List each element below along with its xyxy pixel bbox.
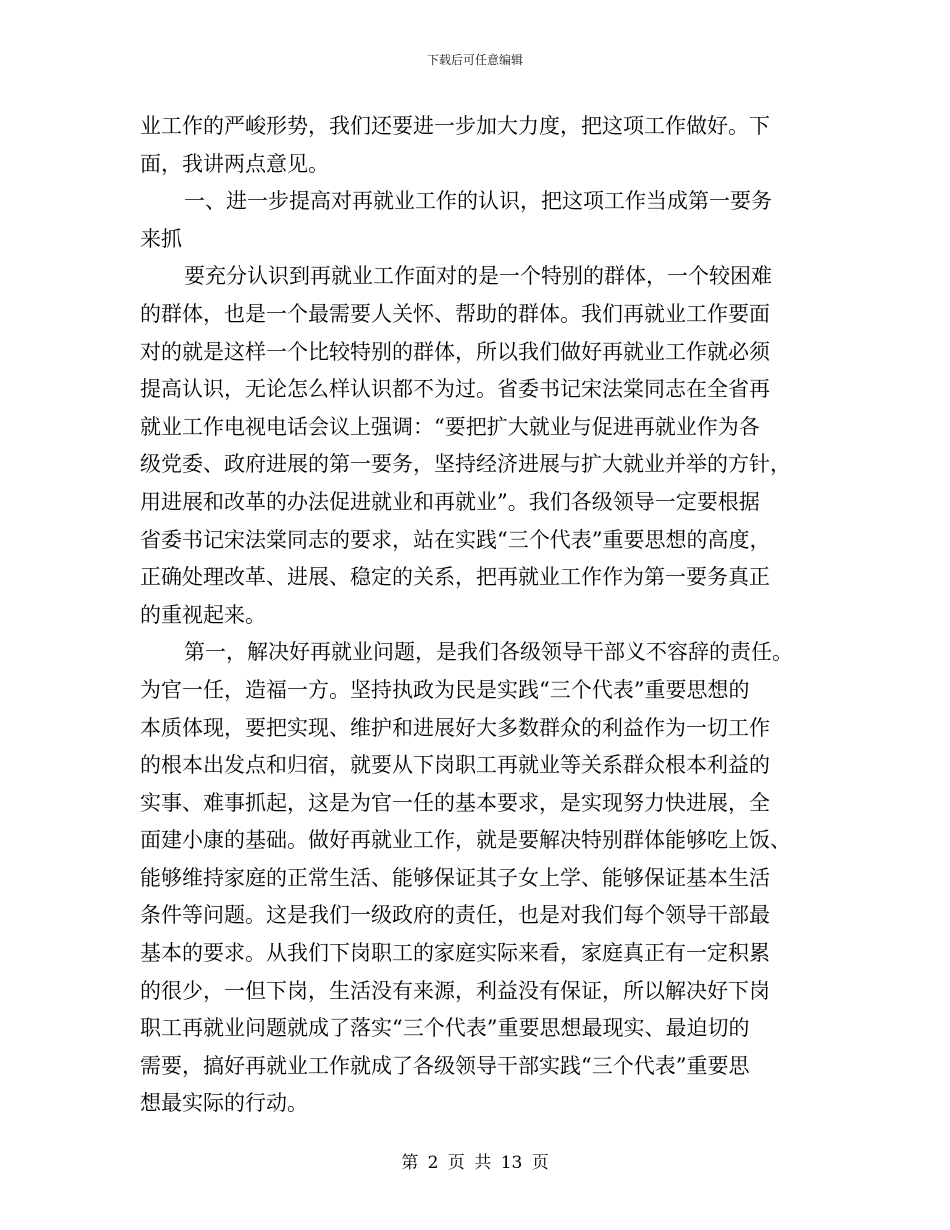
text-line: 能够维持家庭的正常生活、能够保证其子女上学、能够保证基本生活 — [140, 865, 770, 890]
text-line: 级党委、政府进展的第一要务，坚持经济进展与扩大就业并举的方针， — [140, 452, 791, 477]
text-line: 正确处理改革、进展、稳定的关系，把再就业工作作为第一要务真正 — [140, 565, 770, 590]
page-number: 第 2 页 共 13 页 — [401, 1153, 549, 1173]
text-line: 对的就是这样一个比较特别的群体，所以我们做好再就业工作就必须 — [140, 339, 770, 364]
text-line: 为官一任，造福一方。坚持执政为民是实践“三个代表”重要思想的 — [140, 677, 750, 702]
section-heading: 一、进一步提高对再就业工作的认识，把这项工作当成第一要务 — [184, 189, 772, 214]
section-heading-cont: 来抓 — [140, 226, 182, 251]
text-line: 条件等问题。这是我们一级政府的责任，也是对我们每个领导干部最 — [140, 903, 770, 928]
paragraph-start: 第一，解决好再就业问题，是我们各级领导干部义不容辞的责任。 — [184, 640, 793, 665]
document-body — [140, 108, 810, 1123]
text-line: 的群体，也是一个最需要人关怀、帮助的群体。我们再就业工作要面 — [140, 301, 770, 326]
text-line: 的很少，一但下岗，生活没有来源，利益没有保证，所以解决好下岗 — [140, 978, 770, 1003]
text-line: 业工作的严峻形势，我们还要进一步加大力度，把这项工作做好。下 — [140, 114, 770, 138]
paragraph-start: 要充分认识到再就业工作面对的是一个特别的群体，一个较困难 — [184, 264, 772, 289]
text-line: 就业工作电视电话会议上强调：“要把扩大就业与促进再就业作为各 — [140, 414, 760, 439]
text-line: 省委书记宋法棠同志的要求，站在实践“三个代表”重要思想的高度， — [140, 527, 771, 552]
text-line: 面，我讲两点意见。 — [140, 151, 329, 176]
text-line: 基本的要求。从我们下岗职工的家庭实际来看，家庭真正有一定积累 — [140, 941, 770, 966]
text-line: 的根本出发点和归宿，就要从下岗职工再就业等关系群众根本利益的 — [140, 753, 770, 778]
page-header: 下载后可任意编辑 — [426, 53, 523, 67]
text-line: 本质体现，要把实现、维护和进展好大多数群众的利益作为一切工作 — [140, 715, 770, 740]
text-line: 职工再就业问题就成了落实“三个代表”重要思想最现实、最迫切的 — [140, 1016, 750, 1041]
text-line: 提高认识，无论怎么样认识都不为过。省委书记宋法棠同志在全省再 — [140, 377, 770, 402]
text-line: 需要，搞好再就业工作就成了各级领导干部实践“三个代表”重要思 — [140, 1053, 750, 1078]
text-line: 实事、难事抓起，这是为官一任的基本要求，是实现努力快进展，全 — [140, 790, 770, 815]
text-line: 的重视起来。 — [140, 602, 266, 627]
text-line: 用进展和改革的办法促进就业和再就业”。我们各级领导一定要根据 — [140, 489, 760, 514]
text-line: 想最实际的行动。 — [140, 1091, 308, 1116]
text-line: 面建小康的基础。做好再就业工作，就是要解决特别群体能够吃上饭、 — [140, 828, 791, 853]
